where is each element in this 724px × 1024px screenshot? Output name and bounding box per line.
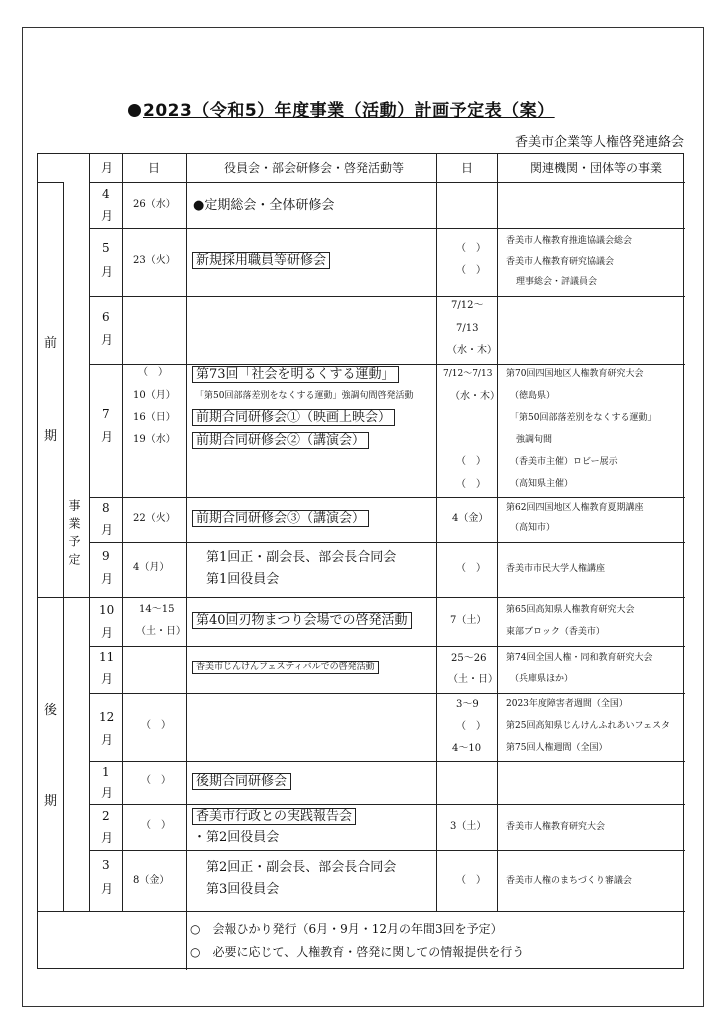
related-day: （ ） bbox=[456, 456, 486, 467]
event-activity: 第2回正・副会長、部会長合同会 bbox=[206, 860, 397, 875]
month-number: 9 bbox=[102, 549, 110, 563]
month-number: 12 bbox=[99, 710, 115, 724]
related-event: （徳島県） bbox=[510, 391, 556, 401]
month-unit: 月 bbox=[101, 831, 114, 845]
related-event: 香美市人権のまちづくり審議会 bbox=[506, 876, 632, 886]
event-day: （土・日） bbox=[136, 626, 186, 637]
event-activity: 第73回「社会を明るくする運動」 bbox=[192, 366, 399, 383]
month-unit: 月 bbox=[101, 572, 114, 586]
event-activity: 新規採用職員等研修会 bbox=[192, 252, 330, 269]
related-event: 第65回高知県人権教育研究大会 bbox=[506, 605, 635, 615]
grid-line bbox=[89, 761, 685, 762]
related-day: 7（土） bbox=[450, 615, 487, 626]
related-event: （香美市主催）ロビー展示 bbox=[510, 457, 618, 467]
event-activity: 前期合同研修会①（映画上映会） bbox=[192, 409, 395, 426]
month-unit: 月 bbox=[101, 430, 114, 444]
grid-line bbox=[89, 693, 685, 694]
grid-line bbox=[186, 154, 187, 970]
grid-line bbox=[89, 228, 685, 229]
month-unit: 月 bbox=[101, 265, 114, 279]
related-day: 7/12～ bbox=[451, 300, 484, 311]
related-day: （ ） bbox=[456, 721, 486, 732]
month-unit: 月 bbox=[101, 626, 114, 640]
month-unit: 月 bbox=[101, 672, 114, 686]
related-event: 第70回四国地区人権教育研究大会 bbox=[506, 369, 644, 379]
month-number: 10 bbox=[99, 603, 115, 617]
month-unit: 月 bbox=[101, 882, 114, 896]
month-number: 2 bbox=[102, 809, 110, 823]
related-event: 香美市人権教育研究協議会 bbox=[506, 257, 615, 267]
related-day: （ ） bbox=[456, 479, 486, 490]
month-number: 3 bbox=[102, 858, 110, 872]
grid-line bbox=[38, 597, 685, 598]
grid-line bbox=[89, 646, 685, 647]
related-event: 第25回高知県じんけんふれあいフェスタ bbox=[506, 721, 671, 731]
event-day: （ ） bbox=[141, 775, 171, 786]
header-day2: 日 bbox=[461, 161, 474, 175]
header-related: 関連機関・団体等の事業 bbox=[530, 161, 663, 175]
related-day: （水・木） bbox=[447, 345, 497, 356]
grid-line bbox=[89, 804, 685, 805]
month-unit: 月 bbox=[101, 333, 114, 347]
event-activity: 第40回刃物まつり会場での啓発活動 bbox=[192, 612, 412, 629]
title-text: 2023（令和5）年度事業（活動）計画予定表（案） bbox=[143, 101, 555, 121]
related-day: 3（土） bbox=[450, 821, 487, 832]
grid-line bbox=[63, 182, 64, 911]
related-day: （ ） bbox=[456, 875, 486, 886]
related-day: 25～26 bbox=[451, 653, 487, 664]
related-event: 「第50回部落差別をなくする運動」 bbox=[510, 413, 657, 423]
period-first-label: 期 bbox=[44, 429, 58, 444]
related-day: （ ） bbox=[456, 265, 486, 276]
grid-line bbox=[89, 850, 685, 851]
grid-line bbox=[89, 497, 685, 498]
month-number: 5 bbox=[102, 241, 110, 255]
grid-line bbox=[89, 182, 685, 183]
event-activity: 前期合同研修会②（講演会） bbox=[192, 432, 369, 449]
month-number: 11 bbox=[99, 650, 115, 664]
grid-line bbox=[89, 154, 90, 911]
month-number: 8 bbox=[102, 501, 110, 515]
grid-line bbox=[122, 154, 123, 911]
grid-line bbox=[38, 911, 685, 912]
grid-line bbox=[436, 154, 437, 911]
related-event: （高知県主催） bbox=[510, 479, 574, 489]
event-day: （ ） bbox=[141, 820, 171, 831]
related-event: 2023年度障害者週間（全国） bbox=[506, 699, 628, 709]
event-activity: ●定期総会・全体研修会 bbox=[193, 198, 335, 213]
related-day: 3～9 bbox=[456, 699, 479, 710]
month-unit: 月 bbox=[101, 209, 114, 223]
period-first-label: 前 bbox=[44, 336, 58, 351]
month-unit: 月 bbox=[101, 733, 114, 747]
month-number: 7 bbox=[102, 407, 110, 421]
related-day: （ ） bbox=[456, 563, 486, 574]
related-event: 香美市人権教育推進協議会総会 bbox=[506, 236, 633, 246]
related-event: 理事総会・評議員会 bbox=[516, 277, 598, 287]
header-activity: 役員会・部会研修会・啓発活動等 bbox=[224, 161, 405, 175]
month-unit: 月 bbox=[101, 523, 114, 537]
period-second-label: 期 bbox=[44, 794, 58, 809]
grid-line bbox=[89, 364, 685, 365]
page-title bbox=[128, 96, 555, 121]
related-day: （ ） bbox=[456, 243, 486, 254]
related-event: 香美市市民大学人権講座 bbox=[506, 564, 606, 574]
grid-line bbox=[497, 154, 498, 911]
event-activity: 第1回役員会 bbox=[206, 572, 280, 587]
plan-label: 事業予定 bbox=[67, 499, 81, 571]
related-event: 東部ブロック（香美市） bbox=[506, 627, 605, 637]
event-day: 19（水） bbox=[133, 434, 176, 445]
event-day: （ ） bbox=[141, 720, 171, 731]
event-activity: 後期合同研修会 bbox=[192, 773, 291, 790]
grid-line bbox=[38, 182, 63, 183]
event-activity: 香美市じんけんフェスティバルでの啓発活動 bbox=[192, 661, 379, 674]
related-day: 4（金） bbox=[452, 513, 489, 524]
event-day: （ ） bbox=[138, 367, 168, 378]
event-activity: 「第50回部落差別をなくする運動」強調旬間啓発活動 bbox=[195, 391, 414, 401]
related-event: （高知市） bbox=[510, 523, 556, 533]
event-activity: 第1回正・副会長、部会長合同会 bbox=[206, 550, 397, 565]
event-activity: ・第2回役員会 bbox=[193, 830, 280, 845]
note-line: ○ 必要に応じて、人権教育・啓発に関しての情報提供を行う bbox=[190, 945, 525, 959]
event-activity: 前期合同研修会③（講演会） bbox=[192, 510, 369, 527]
event-activity: 香美市行政との実践報告会 bbox=[192, 808, 356, 825]
related-event: 第75回人権週間（全国） bbox=[506, 743, 608, 753]
related-day: 7/12～7/13 bbox=[443, 369, 493, 379]
month-number: 4 bbox=[102, 187, 110, 201]
event-day: 26（水） bbox=[133, 199, 176, 210]
header-month: 月 bbox=[101, 161, 114, 175]
note-line: ○ 会報ひかり発行（6月・9月・12月の年間3回を予定） bbox=[190, 922, 503, 936]
related-event: 香美市人権教育研究大会 bbox=[506, 822, 606, 832]
period-second-label: 後 bbox=[44, 703, 58, 718]
related-day: （水・木） bbox=[450, 391, 500, 402]
event-day: 4（月） bbox=[133, 562, 170, 573]
related-event: （兵庫県ほか） bbox=[510, 674, 574, 684]
grid-line bbox=[89, 542, 685, 543]
event-day: 8（金） bbox=[133, 875, 170, 886]
related-day: （土・日） bbox=[448, 674, 498, 685]
schedule-table bbox=[37, 153, 684, 969]
event-day: 14～15 bbox=[139, 604, 175, 615]
related-day: 4～10 bbox=[452, 743, 482, 754]
bullet-dot-icon bbox=[128, 104, 141, 117]
related-event: 第74回全国人権・同和教育研究大会 bbox=[506, 653, 653, 663]
event-day: 23（火） bbox=[133, 255, 176, 266]
month-number: 6 bbox=[102, 310, 110, 324]
related-event: 第62回四国地区人権教育夏期講座 bbox=[506, 503, 644, 513]
grid-line bbox=[89, 296, 685, 297]
event-day: 22（火） bbox=[133, 513, 176, 524]
organization-name: 香美市企業等人権啓発連絡会 bbox=[514, 135, 684, 150]
month-unit: 月 bbox=[101, 786, 114, 800]
related-day: 7/13 bbox=[456, 323, 479, 334]
related-event: 強調旬間 bbox=[516, 435, 553, 445]
event-day: 16（日） bbox=[133, 412, 176, 423]
month-number: 1 bbox=[102, 765, 110, 779]
event-activity: 第3回役員会 bbox=[206, 882, 280, 897]
event-day: 10（月） bbox=[133, 390, 176, 401]
header-day: 日 bbox=[148, 161, 161, 175]
